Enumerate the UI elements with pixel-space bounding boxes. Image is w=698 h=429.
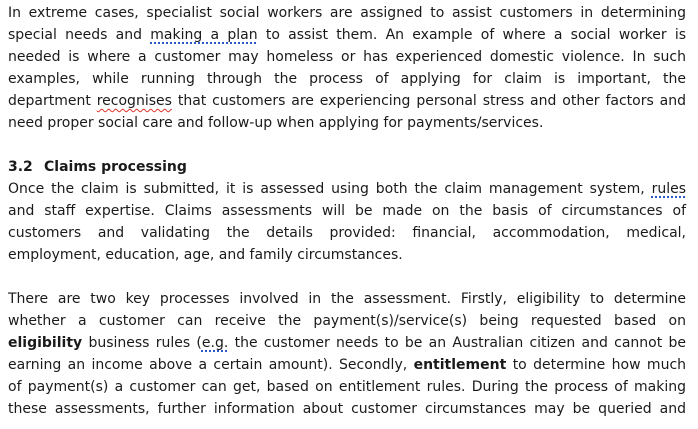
text-line: these assessments, further information about customer circumstances may be queried and: [8, 401, 686, 417]
text-line: [8, 90, 686, 112]
text-run: earning an income above a certain amount). Secondly,: [8, 357, 408, 373]
text-line: In extreme cases, specialist social workers are assigned to assist customers in determining: [8, 5, 686, 21]
text-line: of payment(s) a customer can get, based on entitlement rules. During the process of making: [8, 379, 686, 395]
bold-term: eligibility: [8, 335, 83, 351]
grammar-flag: e.g.: [201, 335, 229, 351]
text-line: needed is where a customer may homeless or has experienced domestic violence. In such: [8, 49, 686, 65]
text-run: department: [8, 93, 91, 109]
text-line: customers and validating the details provided: financial, accommodation, medical,: [8, 225, 686, 241]
text-line: [8, 24, 686, 46]
section-number: 3.2: [8, 159, 33, 175]
paragraph-assessment: [8, 288, 686, 420]
paragraph-spacer: [8, 134, 686, 156]
section-title: Claims processing: [44, 159, 187, 175]
text-line: and staff expertise. Claims assessments will be made on the basis of circumstances of: [8, 203, 686, 219]
text-line: examples, while running through the process of applying for claim is important, the: [8, 71, 686, 87]
text-run: business rules (: [88, 335, 202, 351]
paragraph-claims-processing: [8, 178, 686, 266]
document-page: [8, 2, 686, 420]
text-line: need proper social care and follow-up when applying for payments/services.: [8, 115, 544, 131]
grammar-flag: making a plan: [150, 27, 258, 43]
text-line: whether a customer can receive the payment(s)/service(s) being requested based on: [8, 313, 686, 329]
section-heading: [8, 156, 686, 178]
spelling-flag: recognises: [96, 93, 172, 109]
text-run: that customers are experiencing personal stress and other factors and: [177, 93, 687, 109]
text-line: [8, 178, 686, 200]
text-run: the customer needs to be an Australian citizen and cannot be: [234, 335, 686, 351]
text-run: special needs and: [8, 27, 142, 43]
text-run: to determine how much: [512, 357, 687, 373]
text-run: Once the claim is submitted, it is assessed using both the claim management system,: [8, 181, 645, 197]
text-run: to assist them. An example of where a social worker is: [265, 27, 687, 43]
grammar-flag: rules: [651, 181, 686, 197]
paragraph-spacer: [8, 266, 686, 288]
bold-term: entitlement: [413, 357, 507, 373]
paragraph-social-workers: [8, 2, 686, 134]
text-line: [8, 332, 686, 354]
text-line: There are two key processes involved in the assessment. Firstly, eligibility to determine: [8, 291, 686, 307]
text-line: employment, education, age, and family circumstances.: [8, 247, 403, 263]
text-line: [8, 354, 686, 376]
